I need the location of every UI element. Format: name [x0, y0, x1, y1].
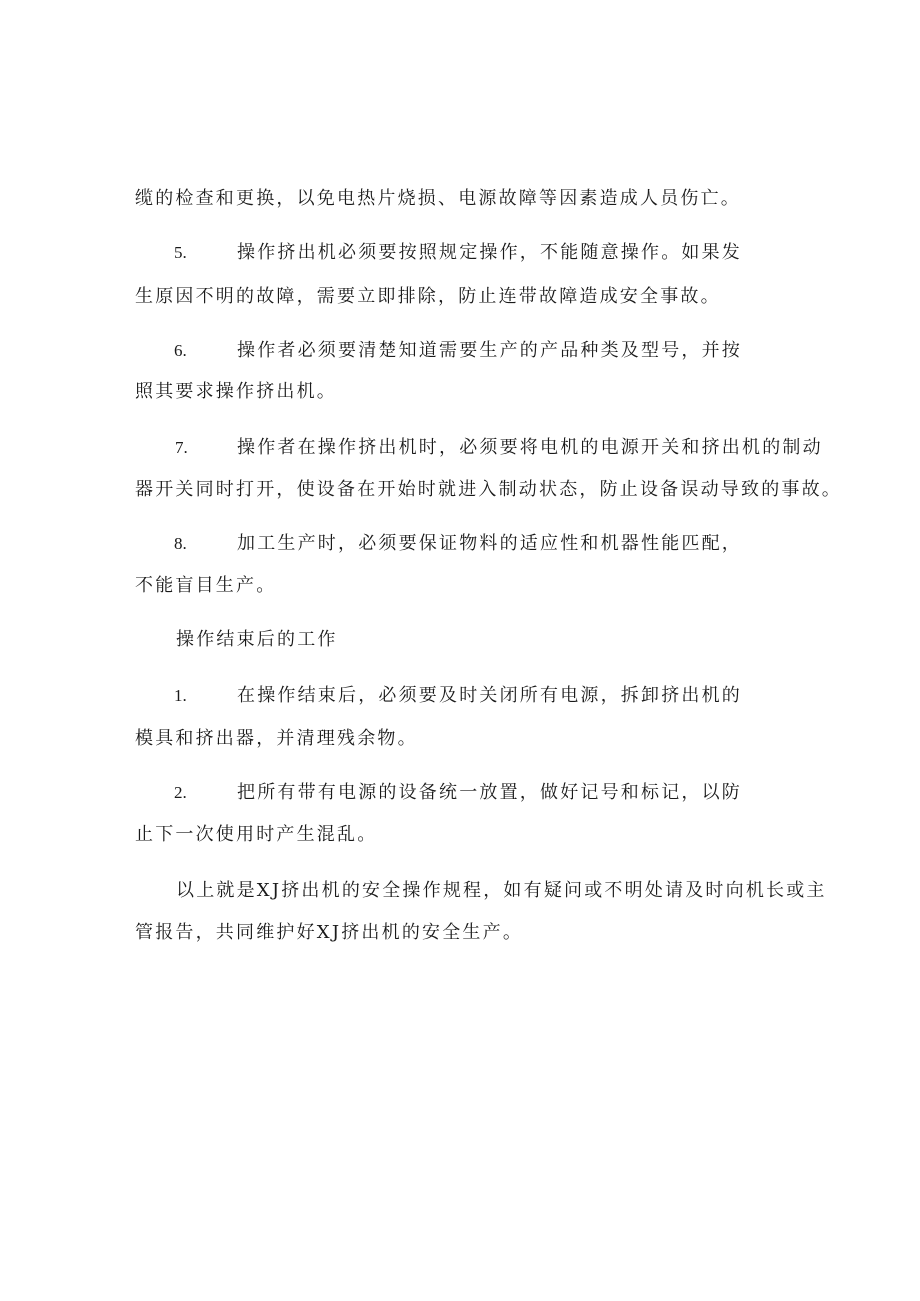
list-number: 1.: [174, 686, 187, 705]
list-item-text: 照其要求操作挤出机。: [135, 381, 337, 402]
list-item-text: 器开关同时打开，使设备在开始时就进入制动状态，防止设备误动导致的事故。: [135, 479, 842, 500]
list-item-text: 操作者必须要清楚知道需要生产的产品种类及型号，并按: [237, 340, 742, 361]
list-number: 6.: [174, 341, 187, 360]
list-item-text: 把所有带有电源的设备统一放置，做好记号和标记，以防: [237, 782, 742, 803]
list-item-text: 模具和挤出器，并清理残余物。: [135, 728, 418, 749]
list-item-text: 在操作结束后，必须要及时关闭所有电源，拆卸挤出机的: [237, 685, 742, 706]
list-item-text: 加工生产时，必须要保证物料的适应性和机器性能匹配，: [237, 533, 742, 554]
list-item-text: 止下一次使用时产生混乱。: [135, 824, 378, 845]
list-item-text: 不能盲目生产。: [135, 575, 277, 596]
closing-paragraph-line: 管报告，共同维护好XJ挤出机的安全生产。: [135, 922, 524, 943]
list-item-text: 操作挤出机必须要按照规定操作，不能随意操作。如果发: [237, 242, 742, 263]
list-number: 5.: [174, 243, 187, 262]
paragraph-line: 缆的检查和更换，以免电热片烧损、电源故障等因素造成人员伤亡。: [135, 188, 741, 209]
list-number: 2.: [174, 783, 187, 802]
section-heading: 操作结束后的工作: [176, 629, 338, 650]
list-item-text: 操作者在操作挤出机时，必须要将电机的电源开关和挤出机的制动: [237, 437, 823, 458]
list-number: 7.: [175, 438, 188, 457]
list-number: 8.: [174, 534, 187, 553]
list-item-text: 生原因不明的故障，需要立即排除，防止连带故障造成安全事故。: [135, 286, 721, 307]
closing-paragraph-line: 以上就是XJ挤出机的安全操作规程，如有疑问或不明处请及时向机长或主: [176, 880, 827, 901]
